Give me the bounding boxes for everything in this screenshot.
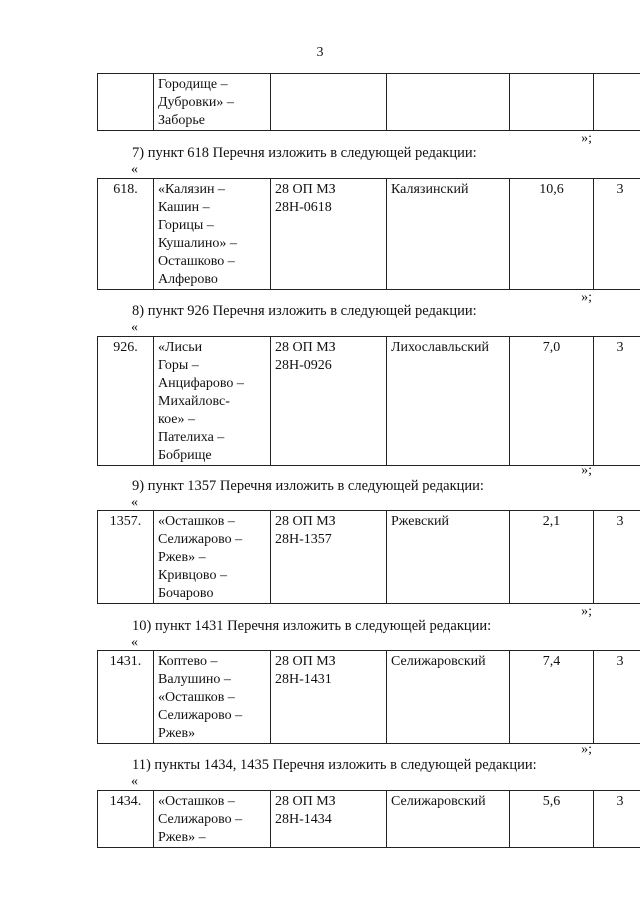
table-row xyxy=(98,337,640,466)
district: Лихославльский xyxy=(387,337,510,466)
road-name-line: Кашин – xyxy=(158,200,210,215)
district: Селижаровский xyxy=(387,651,510,744)
road-name-line: Осташково – xyxy=(158,254,235,269)
amendment-table xyxy=(97,510,640,604)
district: Селижаровский xyxy=(387,791,510,848)
road-code-line: 28 ОП МЗ xyxy=(275,514,336,529)
road-code-line: 28Н-0618 xyxy=(275,200,332,215)
closing-quote: »; xyxy=(581,131,592,146)
table-row xyxy=(98,791,640,848)
amendment-instruction: 9) пункт 1357 Перечня изложить в следующей редакции: xyxy=(132,478,484,494)
opening-quote: « xyxy=(131,162,138,177)
road-code xyxy=(271,337,387,466)
road-category: 3 xyxy=(594,511,640,604)
road-length: 7,4 xyxy=(510,651,594,744)
road-code-line: 28Н-1431 xyxy=(275,672,332,687)
amendment-instruction: 10) пункт 1431 Перечня изложить в следующей редакции: xyxy=(132,618,492,634)
road-name-line: Бобрище xyxy=(158,448,212,463)
opening-quote: « xyxy=(131,495,138,510)
opening-quote: « xyxy=(131,320,138,335)
road-name-line: Селижарово – xyxy=(158,812,243,827)
road-name-line: Бочарово xyxy=(158,586,214,601)
road-name-line: Городище – xyxy=(158,77,228,92)
road-name xyxy=(154,511,271,604)
table-row xyxy=(98,74,640,131)
road-name-line: Горы – xyxy=(158,358,199,373)
road-name-line: Кушалино» – xyxy=(158,236,237,251)
road-code xyxy=(271,74,387,131)
road-code-line: 28 ОП МЗ xyxy=(275,340,336,355)
road-name xyxy=(154,651,271,744)
road-code xyxy=(271,791,387,848)
road-name-line: Михайловс- xyxy=(158,394,230,409)
amendment-instruction: 7) пункт 618 Перечня изложить в следующей редакции: xyxy=(132,145,477,161)
district: Ржевский xyxy=(387,511,510,604)
row-number: 1431. xyxy=(98,651,154,744)
road-name xyxy=(154,337,271,466)
opening-quote: « xyxy=(131,774,138,789)
road-category: 3 xyxy=(594,337,640,466)
amendment-table xyxy=(97,650,640,744)
road-code-line: 28Н-1357 xyxy=(275,532,332,547)
opening-quote: « xyxy=(131,635,138,650)
road-code-line: 28Н-0926 xyxy=(275,358,332,373)
road-name-line: Горицы – xyxy=(158,218,214,233)
road-code-line: 28 ОП МЗ xyxy=(275,182,336,197)
amendment-table xyxy=(97,336,640,466)
road-code-line: 28 ОП МЗ xyxy=(275,654,336,669)
road-name-line: кое» – xyxy=(158,412,195,427)
road-name-line: «Осташков – xyxy=(158,514,235,529)
road-name-line: Анцифарово – xyxy=(158,376,244,391)
road-name-line: «Осташков – xyxy=(158,690,235,705)
road-length: 5,6 xyxy=(510,791,594,848)
district: Калязинский xyxy=(387,179,510,290)
road-name-line: Селижарово – xyxy=(158,532,243,547)
row-number: 926. xyxy=(98,337,154,466)
road-length: 7,0 xyxy=(510,337,594,466)
table-row xyxy=(98,179,640,290)
road-code-line: 28Н-1434 xyxy=(275,812,332,827)
table-row xyxy=(98,651,640,744)
road-name xyxy=(154,179,271,290)
amendment-instruction: 11) пункты 1434, 1435 Перечня изложить в следующей редакции: xyxy=(132,757,537,773)
road-name-line: «Лисьи xyxy=(158,340,203,355)
road-name-line: Коптево – xyxy=(158,654,218,669)
road-name-line: Селижарово – xyxy=(158,708,243,723)
road-name-line: Заборье xyxy=(158,113,205,128)
road-name-line: Ржев» – xyxy=(158,830,206,845)
road-name-line: Кривцово – xyxy=(158,568,227,583)
road-category xyxy=(594,74,640,131)
page-number: 3 xyxy=(316,45,324,60)
road-code xyxy=(271,179,387,290)
district xyxy=(387,74,510,131)
amendment-table xyxy=(97,73,640,131)
road-name xyxy=(154,791,271,848)
road-name xyxy=(154,74,271,131)
amendment-table xyxy=(97,790,640,848)
road-name-line: Валушино – xyxy=(158,672,231,687)
row-number xyxy=(98,74,154,131)
row-number: 1357. xyxy=(98,511,154,604)
closing-quote: »; xyxy=(581,604,592,619)
road-code xyxy=(271,511,387,604)
road-code xyxy=(271,651,387,744)
road-name-line: «Осташков – xyxy=(158,794,235,809)
road-category: 3 xyxy=(594,179,640,290)
road-name-line: Пателиха – xyxy=(158,430,225,445)
road-name-line: «Калязин – xyxy=(158,182,225,197)
road-length xyxy=(510,74,594,131)
amendment-instruction: 8) пункт 926 Перечня изложить в следующей редакции: xyxy=(132,303,477,319)
table-row xyxy=(98,511,640,604)
road-length: 10,6 xyxy=(510,179,594,290)
road-code-line: 28 ОП МЗ xyxy=(275,794,336,809)
road-name-line: Алферово xyxy=(158,272,218,287)
road-name-line: Дубровки» – xyxy=(158,95,234,110)
closing-quote: »; xyxy=(581,463,592,478)
road-name-line: Ржев» – xyxy=(158,550,206,565)
amendment-table xyxy=(97,178,640,290)
road-name-line: Ржев» xyxy=(158,726,196,741)
closing-quote: »; xyxy=(581,290,592,305)
row-number: 1434. xyxy=(98,791,154,848)
road-category: 3 xyxy=(594,651,640,744)
road-category: 3 xyxy=(594,791,640,848)
row-number: 618. xyxy=(98,179,154,290)
road-length: 2,1 xyxy=(510,511,594,604)
closing-quote: »; xyxy=(581,742,592,757)
